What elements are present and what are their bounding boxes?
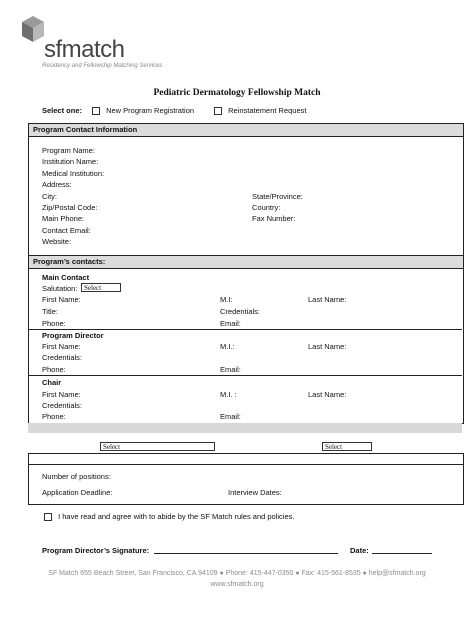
right-select[interactable]: Select bbox=[322, 442, 372, 451]
select-one-label: Select one: bbox=[42, 106, 83, 115]
form-title: Pediatric Dermatology Fellowship Match bbox=[153, 88, 321, 98]
contact-section-header: Program Contact Information bbox=[29, 124, 463, 137]
country-label: Country: bbox=[252, 203, 281, 212]
pd-email-label: Email: bbox=[220, 365, 241, 374]
salutation-label: Salutation: bbox=[42, 284, 78, 293]
signature-label: Program Director’s Signature: bbox=[42, 546, 150, 555]
contact-email-label: Contact Email: bbox=[42, 226, 91, 235]
program-director-heading: Program Director bbox=[42, 331, 104, 340]
main-phone-contact-label: Phone: bbox=[42, 319, 66, 328]
reinstatement-checkbox[interactable] bbox=[214, 107, 222, 115]
chair-heading: Chair bbox=[42, 378, 62, 387]
main-last-name-label: Last Name: bbox=[308, 295, 347, 304]
main-mi-label: M.I: bbox=[220, 295, 233, 304]
main-phone-label: Main Phone: bbox=[42, 214, 85, 223]
state-label: State/Province: bbox=[252, 192, 303, 201]
chair-last-name-label: Last Name: bbox=[308, 390, 347, 399]
contacts-section-header: Program’s contacts: bbox=[29, 255, 463, 269]
chair-credentials-label: Credentials: bbox=[42, 401, 83, 410]
number-positions-label: Number of positions: bbox=[42, 472, 111, 481]
reinstatement-option[interactable] bbox=[214, 106, 306, 115]
agree-label: I have read and agree with to abide by the SF Match rules and policies. bbox=[58, 512, 295, 521]
reinstatement-label: Reinstatement Request bbox=[228, 106, 307, 115]
agree-row[interactable] bbox=[44, 512, 294, 521]
left-select[interactable]: Select bbox=[100, 442, 215, 451]
main-title-label: Title: bbox=[42, 307, 58, 316]
section-separator bbox=[28, 423, 462, 433]
new-program-option[interactable] bbox=[92, 106, 194, 115]
date-label: Date: bbox=[350, 546, 369, 555]
salutation-select[interactable]: Select bbox=[81, 283, 121, 292]
application-deadline-label: Application Deadline: bbox=[42, 488, 113, 497]
sfmatch-logo-cube bbox=[22, 16, 44, 42]
new-program-label: New Program Registration bbox=[106, 106, 195, 115]
chair-mi-label: M.I. : bbox=[220, 390, 237, 399]
main-email-label: Email: bbox=[220, 319, 241, 328]
footer-address: SF Match 655 Beach Street, San Francisco, CA 94109 ● Phone: 415-447-0350 ● Fax: 415-561-8535 ● help@sfmatch.org bbox=[48, 570, 426, 577]
sfmatch-logo: sfmatch bbox=[44, 36, 125, 63]
program-contact-section bbox=[28, 123, 464, 257]
address-label: Address: bbox=[42, 180, 72, 189]
zip-label: Zip/Postal Code: bbox=[42, 203, 98, 212]
footer-website: www.sfmatch.org bbox=[210, 581, 264, 588]
agree-checkbox[interactable] bbox=[44, 513, 52, 521]
divider bbox=[28, 375, 462, 376]
pd-first-name-label: First Name: bbox=[42, 342, 81, 351]
city-label: City: bbox=[42, 192, 57, 201]
institution-name-label: Institution Name: bbox=[42, 157, 99, 166]
main-first-name-label: First Name: bbox=[42, 295, 81, 304]
medical-institution-label: Medical Institution: bbox=[42, 169, 105, 178]
fax-label: Fax Number: bbox=[252, 214, 296, 223]
pd-credentials-label: Credentials: bbox=[42, 353, 83, 362]
pd-mi-label: M.I.: bbox=[220, 342, 235, 351]
main-credentials-label: Credentials: bbox=[220, 307, 261, 316]
chair-email-label: Email: bbox=[220, 412, 241, 421]
chair-phone-label: Phone: bbox=[42, 412, 66, 421]
pd-last-name-label: Last Name: bbox=[308, 342, 347, 351]
main-contact-heading: Main Contact bbox=[42, 273, 90, 282]
signature-line[interactable] bbox=[154, 553, 338, 554]
divider bbox=[28, 329, 462, 330]
website-label: Website: bbox=[42, 237, 72, 246]
interview-dates-label: Interview Dates: bbox=[228, 488, 282, 497]
chair-first-name-label: First Name: bbox=[42, 390, 81, 399]
program-name-label: Program Name: bbox=[42, 146, 95, 155]
date-line[interactable] bbox=[372, 553, 432, 554]
pd-phone-label: Phone: bbox=[42, 365, 66, 374]
logo-tagline: Residency and Fellowship Matching Services bbox=[42, 63, 163, 69]
new-program-checkbox[interactable] bbox=[92, 107, 100, 115]
